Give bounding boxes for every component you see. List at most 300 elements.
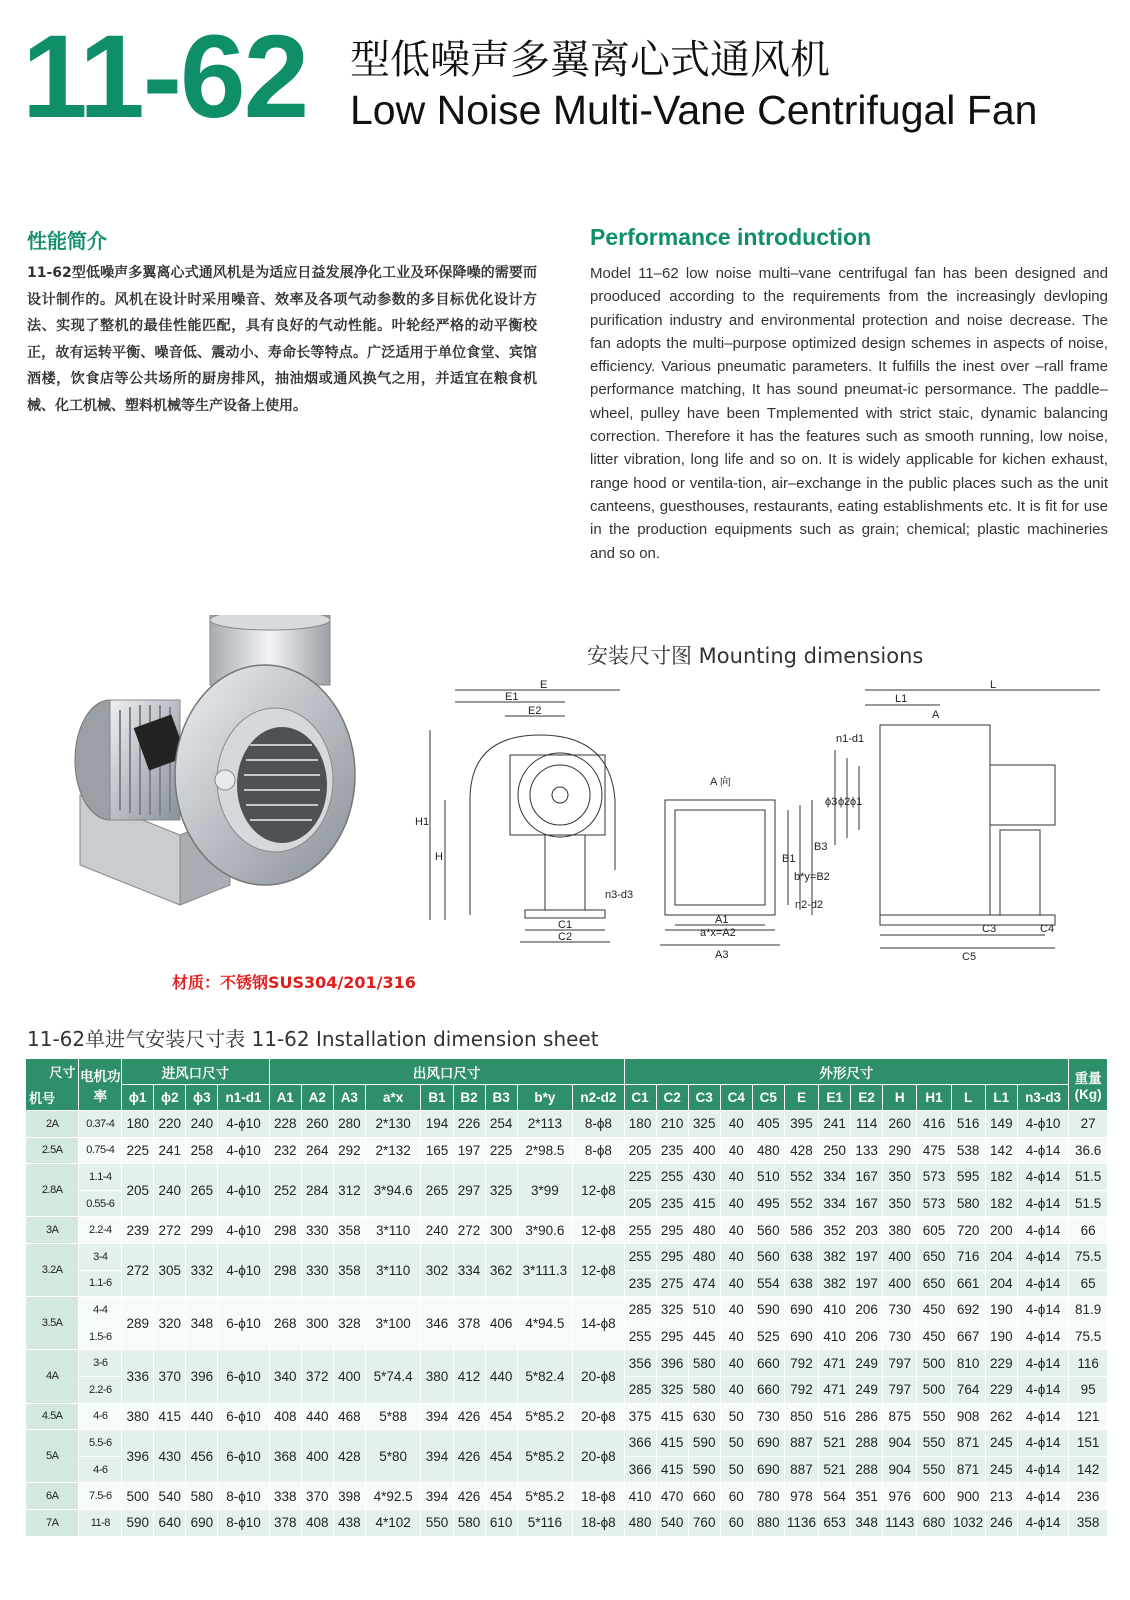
table-cell: 426 [453, 1430, 485, 1483]
table-cell: 3-4 [79, 1243, 122, 1270]
label-A1: A1 [715, 914, 729, 926]
table-cell: 197 [851, 1270, 883, 1297]
table-cell: 20-ϕ8 [573, 1430, 624, 1483]
table-cell: 590 [688, 1430, 720, 1457]
table-cell: 415 [656, 1403, 688, 1430]
table-cell: 4-ϕ14 [1017, 1403, 1068, 1430]
label-byB2: b*y=B2 [794, 871, 830, 883]
table-cell: 887 [784, 1430, 818, 1457]
column-header: C1 [624, 1085, 656, 1111]
table-cell: 406 [485, 1297, 517, 1350]
table-cell: 229 [985, 1376, 1017, 1403]
table-cell: 167 [851, 1190, 883, 1217]
table-cell: 268 [269, 1297, 301, 1350]
table-cell: 352 [819, 1217, 851, 1244]
table-cell: 0.37-4 [79, 1111, 122, 1138]
table-cell: 850 [784, 1403, 818, 1430]
table-cell: 36.6 [1069, 1137, 1108, 1164]
label-phi1: ϕ1 [850, 796, 863, 808]
table-cell: 1136 [784, 1509, 818, 1536]
table-cell: 340 [269, 1350, 301, 1403]
mounting-drawing [410, 680, 1110, 980]
label-n2d2: n2-d2 [795, 899, 824, 911]
table-cell: 454 [485, 1403, 517, 1430]
table-cell: 978 [784, 1483, 818, 1510]
table-cell: 228 [269, 1111, 301, 1138]
overall-group-header: 外形尺寸 [624, 1059, 1069, 1085]
table-cell: 351 [851, 1483, 883, 1510]
table-cell: 4-ϕ14 [1017, 1243, 1068, 1270]
table-cell: 264 [301, 1137, 333, 1164]
table-cell: 3*100 [365, 1297, 421, 1350]
table-cell: 680 [917, 1509, 951, 1536]
column-header: B3 [485, 1085, 517, 1111]
table-cell: 456 [186, 1430, 218, 1483]
table-cell: 480 [752, 1137, 784, 1164]
table-cell: 114 [851, 1111, 883, 1138]
table-cell: 190 [985, 1297, 1017, 1324]
table-cell: 295 [656, 1217, 688, 1244]
table-cell: 430 [688, 1164, 720, 1191]
table-cell: 3*110 [365, 1243, 421, 1296]
intro-cn-heading: 性能简介 [27, 229, 107, 253]
column-header: a*x [365, 1085, 421, 1111]
table-cell: 590 [752, 1297, 784, 1324]
table-cell: 1.1-6 [79, 1270, 122, 1297]
table-cell: 254 [485, 1111, 517, 1138]
table-cell: 286 [851, 1403, 883, 1430]
table-cell: 400 [688, 1137, 720, 1164]
table-cell: 471 [819, 1350, 851, 1377]
table-cell: 295 [656, 1243, 688, 1270]
label-B1: B1 [782, 853, 796, 865]
table-cell: 760 [688, 1509, 720, 1536]
table-cell: 205 [624, 1137, 656, 1164]
table-cell: 225 [624, 1164, 656, 1191]
table-cell: 5*80 [365, 1430, 421, 1483]
table-cell: 350 [883, 1164, 917, 1191]
table-cell: 908 [951, 1403, 985, 1430]
label-B3: B3 [814, 841, 828, 853]
table-cell: 190 [985, 1323, 1017, 1350]
table-cell: 284 [301, 1164, 333, 1217]
table-cell: 8-ϕ8 [573, 1137, 624, 1164]
table-cell: 4A [26, 1350, 79, 1403]
table-cell: 285 [624, 1376, 656, 1403]
table-cell: 610 [485, 1509, 517, 1536]
table-cell: 554 [752, 1270, 784, 1297]
table-cell: 540 [656, 1509, 688, 1536]
label-axA2: a*x=A2 [700, 927, 736, 939]
table-cell: 410 [624, 1483, 656, 1510]
table-cell: 362 [485, 1243, 517, 1296]
table-cell: 4-ϕ14 [1017, 1430, 1068, 1457]
table-cell: 3*94.6 [365, 1164, 421, 1217]
table-cell: 730 [752, 1403, 784, 1430]
table-cell: 240 [186, 1111, 218, 1138]
table-cell: 378 [453, 1297, 485, 1350]
table-cell: 255 [624, 1323, 656, 1350]
label-E1: E1 [505, 691, 519, 703]
table-cell: 27 [1069, 1111, 1108, 1138]
table-cell: 521 [819, 1456, 851, 1483]
table-cell: 235 [624, 1270, 656, 1297]
table-cell: 249 [851, 1350, 883, 1377]
table-cell: 382 [819, 1270, 851, 1297]
table-cell: 252 [269, 1164, 301, 1217]
table-cell: 4-ϕ14 [1017, 1137, 1068, 1164]
table-cell: 438 [333, 1509, 365, 1536]
intro-en-heading: Performance introduction [590, 224, 872, 250]
table-cell: 40 [720, 1270, 752, 1297]
table-cell: 328 [333, 1297, 365, 1350]
table-cell: 415 [154, 1403, 186, 1430]
table-cell: 550 [917, 1456, 951, 1483]
table-cell: 40 [720, 1323, 752, 1350]
table-cell: 380 [421, 1350, 453, 1403]
table-cell: 605 [917, 1217, 951, 1244]
table-cell: 12-ϕ8 [573, 1164, 624, 1217]
table-cell: 4-ϕ10 [1017, 1111, 1068, 1138]
table-cell: 4*102 [365, 1509, 421, 1536]
table-cell: 653 [819, 1509, 851, 1536]
table-cell: 40 [720, 1217, 752, 1244]
table-cell: 320 [154, 1297, 186, 1350]
table-cell: 350 [883, 1190, 917, 1217]
table-cell: 525 [752, 1323, 784, 1350]
table-cell: 182 [985, 1164, 1017, 1191]
table-cell: 210 [656, 1111, 688, 1138]
table-cell: 405 [752, 1111, 784, 1138]
table-cell: 450 [917, 1297, 951, 1324]
table-cell: 348 [851, 1509, 883, 1536]
table-cell: 75.5 [1069, 1243, 1108, 1270]
table-cell: 690 [186, 1509, 218, 1536]
table-row [26, 1217, 1108, 1244]
table-cell: 510 [752, 1164, 784, 1191]
column-header: n3-d3 [1017, 1085, 1068, 1111]
table-cell: 410 [819, 1297, 851, 1324]
table-cell: 5*116 [517, 1509, 573, 1536]
table-cell: 396 [186, 1350, 218, 1403]
table-cell: 18-ϕ8 [573, 1483, 624, 1510]
table-cell: 180 [122, 1111, 154, 1138]
label-C5: C5 [962, 951, 977, 963]
table-cell: 573 [917, 1190, 951, 1217]
table-cell: 232 [269, 1137, 301, 1164]
table-row [26, 1430, 1108, 1457]
table-cell: 4-ϕ10 [218, 1111, 269, 1138]
outlet-group-header: 出风口尺寸 [269, 1059, 624, 1085]
table-row [26, 1403, 1108, 1430]
table-cell: 550 [421, 1509, 453, 1536]
table-cell: 197 [851, 1243, 883, 1270]
table-cell: 240 [154, 1164, 186, 1217]
table-cell: 325 [485, 1164, 517, 1217]
table-cell: 240 [421, 1217, 453, 1244]
column-header: A3 [333, 1085, 365, 1111]
table-row [26, 1137, 1108, 1164]
table-cell: 116 [1069, 1350, 1108, 1377]
table-cell: 3.2A [26, 1243, 79, 1296]
table-cell: 450 [917, 1323, 951, 1350]
table-cell: 0.55-6 [79, 1190, 122, 1217]
table-cell: 4-6 [79, 1456, 122, 1483]
table-cell: 500 [122, 1483, 154, 1510]
table-cell: 226 [453, 1111, 485, 1138]
table-cell: 200 [985, 1217, 1017, 1244]
table-cell: 880 [752, 1509, 784, 1536]
table-cell: 194 [421, 1111, 453, 1138]
table-cell: 258 [186, 1137, 218, 1164]
label-A3: A3 [715, 949, 729, 961]
table-cell: 241 [819, 1111, 851, 1138]
table-cell: 480 [688, 1243, 720, 1270]
table-cell: 334 [819, 1164, 851, 1191]
table-cell: 250 [819, 1137, 851, 1164]
table-cell: 50 [720, 1430, 752, 1457]
table-cell: 289 [122, 1297, 154, 1350]
table-cell: 4-ϕ14 [1017, 1217, 1068, 1244]
table-cell: 4*94.5 [517, 1297, 573, 1350]
table-cell: 475 [917, 1137, 951, 1164]
table-cell: 336 [122, 1350, 154, 1403]
table-cell: 495 [752, 1190, 784, 1217]
table-cell: 730 [883, 1297, 917, 1324]
table-cell: 408 [301, 1509, 333, 1536]
table-cell: 690 [752, 1430, 784, 1457]
table-cell: 348 [186, 1297, 218, 1350]
table-cell: 142 [1069, 1456, 1108, 1483]
table-cell: 810 [951, 1350, 985, 1377]
table-cell: 95 [1069, 1376, 1108, 1403]
table-cell: 2.5A [26, 1137, 79, 1164]
column-header: C5 [752, 1085, 784, 1111]
table-cell: 20-ϕ8 [573, 1350, 624, 1403]
table-cell: 4-ϕ14 [1017, 1350, 1068, 1377]
table-cell: 600 [917, 1483, 951, 1510]
table-cell: 372 [301, 1350, 333, 1403]
table-cell: 265 [186, 1164, 218, 1217]
table-cell: 415 [656, 1456, 688, 1483]
table-cell: 797 [883, 1376, 917, 1403]
label-phi3: ϕ3 [825, 796, 838, 808]
table-cell: 564 [819, 1483, 851, 1510]
table-cell: 510 [688, 1297, 720, 1324]
table-cell: 20-ϕ8 [573, 1403, 624, 1430]
table-cell: 480 [624, 1509, 656, 1536]
table-cell: 11-8 [79, 1509, 122, 1536]
table-cell: 51.5 [1069, 1190, 1108, 1217]
column-header: L [951, 1085, 985, 1111]
table-cell: 380 [122, 1403, 154, 1430]
table-cell: 667 [951, 1323, 985, 1350]
table-cell: 692 [951, 1297, 985, 1324]
table-cell: 356 [624, 1350, 656, 1377]
table-cell: 204 [985, 1243, 1017, 1270]
table-cell: 40 [720, 1297, 752, 1324]
table-cell: 40 [720, 1350, 752, 1377]
label-H: H [435, 851, 443, 863]
material-note: 材质：不锈钢SUS304/201/316 [172, 973, 416, 992]
table-cell: 66 [1069, 1217, 1108, 1244]
column-header: C4 [720, 1085, 752, 1111]
table-cell: 904 [883, 1430, 917, 1457]
table-cell: 410 [819, 1323, 851, 1350]
table-cell: 3*110 [365, 1217, 421, 1244]
table-cell: 590 [122, 1509, 154, 1536]
column-header: C3 [688, 1085, 720, 1111]
table-cell: 75.5 [1069, 1323, 1108, 1350]
table-cell: 260 [301, 1111, 333, 1138]
table-cell: 638 [784, 1243, 818, 1270]
table-cell: 260 [883, 1111, 917, 1138]
table-cell: 440 [485, 1350, 517, 1403]
table-cell: 4*92.5 [365, 1483, 421, 1510]
table-cell: 552 [784, 1164, 818, 1191]
table-cell: 660 [752, 1376, 784, 1403]
table-cell: 394 [421, 1403, 453, 1430]
table-cell: 4-ϕ14 [1017, 1456, 1068, 1483]
table-cell: 285 [624, 1297, 656, 1324]
table-cell: 5*88 [365, 1403, 421, 1430]
table-cell: 650 [917, 1243, 951, 1270]
column-header: ϕ1 [122, 1085, 154, 1111]
table-cell: 573 [917, 1164, 951, 1191]
table-cell: 500 [917, 1376, 951, 1403]
table-cell: 590 [688, 1456, 720, 1483]
table-cell: 358 [333, 1217, 365, 1244]
corner-bottom: 机号 [29, 1091, 56, 1106]
table-cell: 595 [951, 1164, 985, 1191]
table-cell: 167 [851, 1164, 883, 1191]
table-cell: 470 [656, 1483, 688, 1510]
table-cell: 300 [301, 1297, 333, 1350]
table-cell: 521 [819, 1430, 851, 1457]
table-cell: 325 [656, 1297, 688, 1324]
table-cell: 5*74.4 [365, 1350, 421, 1403]
title-chinese: 型低噪声多翼离心式通风机 [350, 37, 830, 83]
column-header: H [883, 1085, 917, 1111]
fan-photo [60, 615, 360, 945]
table-cell: 346 [421, 1297, 453, 1350]
corner-top: 尺寸 [49, 1065, 76, 1080]
table-cell: 580 [453, 1509, 485, 1536]
table-cell: 182 [985, 1190, 1017, 1217]
table-cell: 394 [421, 1430, 453, 1483]
table-cell: 516 [951, 1111, 985, 1138]
table-cell: 500 [917, 1350, 951, 1377]
table-cell: 4-ϕ14 [1017, 1270, 1068, 1297]
table-cell: 300 [485, 1217, 517, 1244]
table-cell: 426 [453, 1403, 485, 1430]
table-cell: 638 [784, 1270, 818, 1297]
table-cell: 550 [917, 1403, 951, 1430]
table-cell: 225 [485, 1137, 517, 1164]
table-cell: 661 [951, 1270, 985, 1297]
table-cell: 302 [421, 1243, 453, 1296]
table-cell: 454 [485, 1483, 517, 1510]
table-cell: 246 [985, 1509, 1017, 1536]
table-cell: 4-ϕ14 [1017, 1376, 1068, 1403]
table-cell: 690 [784, 1297, 818, 1324]
table-cell: 454 [485, 1430, 517, 1483]
table-cell: 5A [26, 1430, 79, 1483]
table-cell: 295 [656, 1323, 688, 1350]
table-cell: 272 [453, 1217, 485, 1244]
table-cell: 288 [851, 1430, 883, 1457]
table-cell: 4-ϕ14 [1017, 1509, 1068, 1536]
table-cell: 3*111.3 [517, 1243, 573, 1296]
table-cell: 904 [883, 1456, 917, 1483]
table-cell: 236 [1069, 1483, 1108, 1510]
table-cell: 332 [186, 1243, 218, 1296]
label-A: A [932, 709, 940, 721]
table-cell: 292 [333, 1137, 365, 1164]
table-cell: 275 [656, 1270, 688, 1297]
table-cell: 165 [421, 1137, 453, 1164]
table-cell: 370 [301, 1483, 333, 1510]
column-header: E1 [819, 1085, 851, 1111]
table-cell: 40 [720, 1243, 752, 1270]
table-cell: 400 [333, 1350, 365, 1403]
inlet-group-header: 进风口尺寸 [122, 1059, 269, 1085]
table-row [26, 1350, 1108, 1377]
table-cell: 471 [819, 1376, 851, 1403]
label-L: L [990, 680, 997, 691]
table-cell: 203 [851, 1217, 883, 1244]
column-header: A1 [269, 1085, 301, 1111]
label-C3: C3 [982, 923, 997, 935]
table-cell: 14-ϕ8 [573, 1297, 624, 1350]
table-cell: 480 [688, 1217, 720, 1244]
table-cell: 412 [453, 1350, 485, 1403]
table-cell: 550 [917, 1430, 951, 1457]
table-cell: 220 [154, 1111, 186, 1138]
table-cell: 249 [851, 1376, 883, 1403]
label-C4: C4 [1040, 923, 1055, 935]
column-header: C2 [656, 1085, 688, 1111]
table-cell: 552 [784, 1190, 818, 1217]
table-cell: 8-ϕ10 [218, 1483, 269, 1510]
table-cell: 265 [421, 1164, 453, 1217]
table-cell: 12-ϕ8 [573, 1217, 624, 1244]
table-cell: 6A [26, 1483, 79, 1510]
table-cell: 2*113 [517, 1111, 573, 1138]
label-E: E [540, 680, 548, 691]
table-cell: 225 [122, 1137, 154, 1164]
table-cell: 65 [1069, 1270, 1108, 1297]
dimension-table [25, 1058, 1108, 1537]
table-cell: 51.5 [1069, 1164, 1108, 1191]
intro-en-text: Model 11–62 low noise multi–vane centrifugal fan has been designed and prooduced according to the requirements from the increasingly devloping purification industry and environmental protection and noise decrease. The fan adopts the multi–purpose optimized design schemes in aspects of noise, efficiency. Various pneumatic parameters. It fulfills the inest over –rall frame performance matching, It has sound pneumat-ic persormance. The paddle–wheel, pulley have been Tmplemented with strict staic, dynamic balancing correction. Therefore it has the features such as smooth running, low noise, litter vibration, long life and so on. It is widely applicable for kichen exhaust, range hood or ventila-tion, air–exchange in the public places such as the unit canteens, guesthouses, restaurants, eating establishments etc. It is fit for use in the production equipments such as grain; chemical; plastic machineries and so on. [590, 265, 1108, 562]
table-cell: 2*132 [365, 1137, 421, 1164]
table-cell: 1032 [951, 1509, 985, 1536]
table-cell: 325 [656, 1376, 688, 1403]
table-cell: 235 [656, 1190, 688, 1217]
table-cell: 241 [154, 1137, 186, 1164]
table-cell: 580 [186, 1483, 218, 1510]
table-cell: 290 [883, 1137, 917, 1164]
table-cell: 408 [269, 1403, 301, 1430]
table-cell: 560 [752, 1217, 784, 1244]
table-cell: 2A [26, 1111, 79, 1138]
intro-cn-text: 11-62型低噪声多翼离心式通风机是为适应日益发展净化工业及环保降噪的需要而设计制作的。风机在设计时采用噪音、效率及各项气动参数的多目标优化设计方法、实现了整机的最佳性能匹配，具有良好的气动性能。叶轮经严格的动平衡校正，故有运转平衡、噪音低、震动小、寿命长等特点。广泛适用于单位食堂、宾馆酒楼，饮食店等公共场所的厨房排风，抽油烟或通风换气之用，并适宜在粮食机械、化工机械、塑料机械等生产设备上使用。 [27, 265, 537, 414]
table-cell: 206 [851, 1323, 883, 1350]
table-cell: 780 [752, 1483, 784, 1510]
column-header: ϕ3 [186, 1085, 218, 1111]
table-cell: 18-ϕ8 [573, 1509, 624, 1536]
